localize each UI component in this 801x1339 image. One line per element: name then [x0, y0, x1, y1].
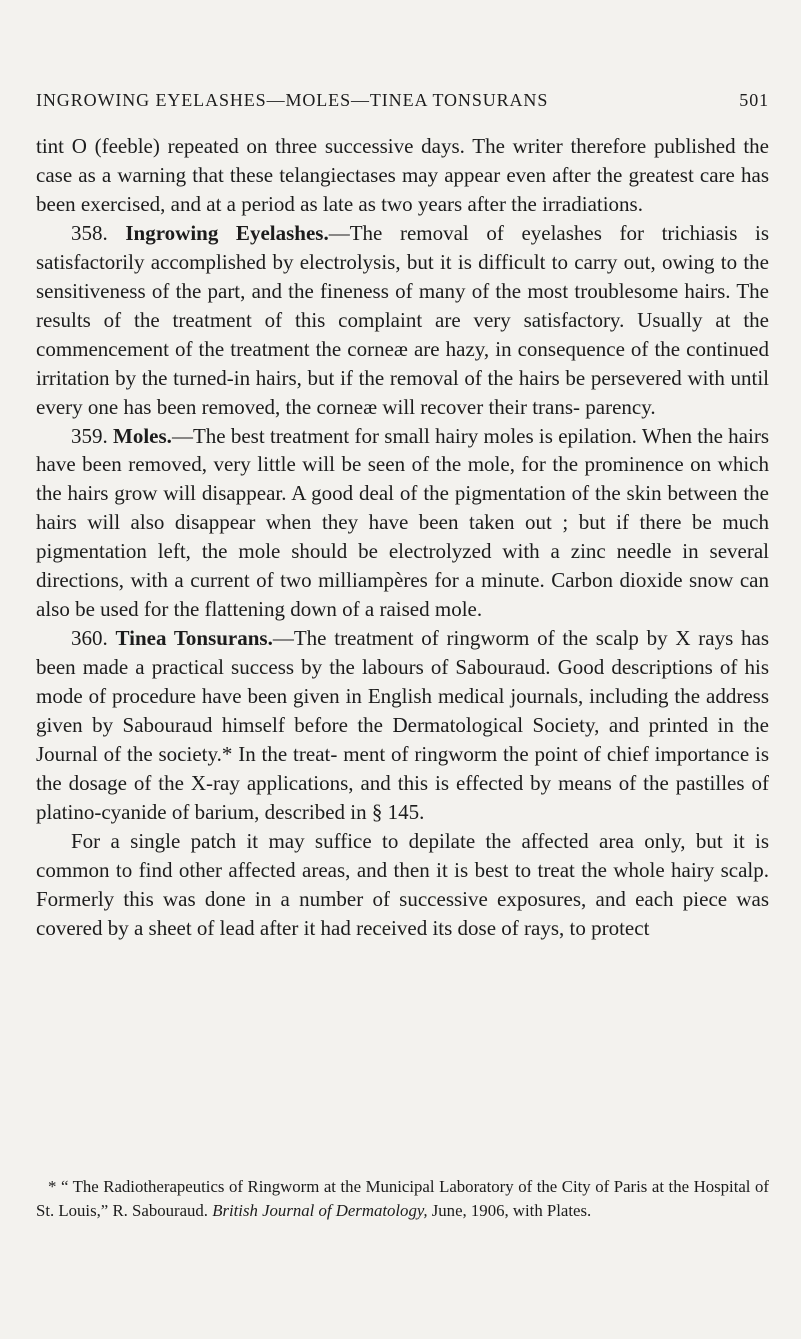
- footnote-rest: June, 1906, with Plates.: [431, 1200, 592, 1220]
- running-title: INGROWING EYELASHES—MOLES—TINEA TONSURANS: [36, 90, 549, 110]
- section-heading: Tinea Tonsurans.: [115, 626, 273, 651]
- section-number: 360.: [71, 626, 108, 651]
- section-number: 359.: [71, 423, 108, 448]
- section-358: [36, 219, 769, 422]
- paragraph: For a single patch it may suffice to depilate the affected area only, but it is common to find other affected areas, and then it is best to treat the whole hairy scalp. Formerly this was done in a number of successive exposures, and each piece was covered by a sheet of lead after it had received its dose of rays, to protect: [36, 828, 769, 940]
- section-text: —The best treatment for small hairy moles is epilation. When the hairs have been removed, very little will be seen of the mole, for the prominence on which the hairs grow will disappear. A good deal of the pigmentation of the skin between the hairs will also disappear when they have been taken out ; but if there be much pigmentation left, the mole should be electrolyzed with a zinc needle in several directions, with a current of two milliampères for a minute. Carbon dioxide snow can also be used for the flattening down of a raised mole.: [36, 423, 769, 622]
- section-359: [36, 422, 769, 625]
- section-heading: Ingrowing Eyelashes.: [125, 220, 329, 245]
- footnote-journal: British Journal of Dermatology,: [212, 1200, 428, 1220]
- section-number: 358.: [71, 220, 108, 245]
- section-text: —The treatment of ringworm of the scalp by X rays has been made a practical success by the labours of Sabouraud. Good descriptions of his mode of procedure have been given in English medical journals, including the address given by Sabouraud himself before the Dermatological Society, and printed in the Journal of the society.* In the treat- ment of ringworm the point of chief importance is the dosage of the X-ray applications, and this is effected by means of the pastilles of platino-cyanide of barium, described in § 145.: [36, 626, 769, 824]
- page-number: 501: [739, 90, 769, 110]
- section-text: —The removal of eyelashes for trichiasis is satisfactorily accomplished by electrolysis, but it is difficult to carry out, owing to the sensitiveness of the part, and the fineness of many of the most troublesome hairs. The results of the treatment of this complaint are very satisfactory. Usually at the commencement of the treatment the corneæ are hazy, in consequence of the continued irritation by the turned-in hairs, but if the removal of the hairs be persevered with until every one has been removed, the corneæ will recover their trans- parency.: [36, 220, 770, 419]
- footnote: [36, 1175, 769, 1222]
- paragraph-continuation: tint O (feeble) repeated on three successive days. The writer therefore published the case as a warning that these telangiectases may appear even after the greatest care has been exercised, and at a period as late as two years after the irradiations.: [36, 134, 769, 216]
- section-heading: Moles.: [113, 423, 172, 448]
- footnote-text: * “ The Radiotherapeutics of Ringworm at the Municipal Laboratory of the City of Paris at the Hospital of St. Louis,” R. Sabouraud.: [36, 1177, 769, 1220]
- section-360: [36, 624, 769, 827]
- page-body: [36, 132, 769, 943]
- running-header: [36, 90, 769, 111]
